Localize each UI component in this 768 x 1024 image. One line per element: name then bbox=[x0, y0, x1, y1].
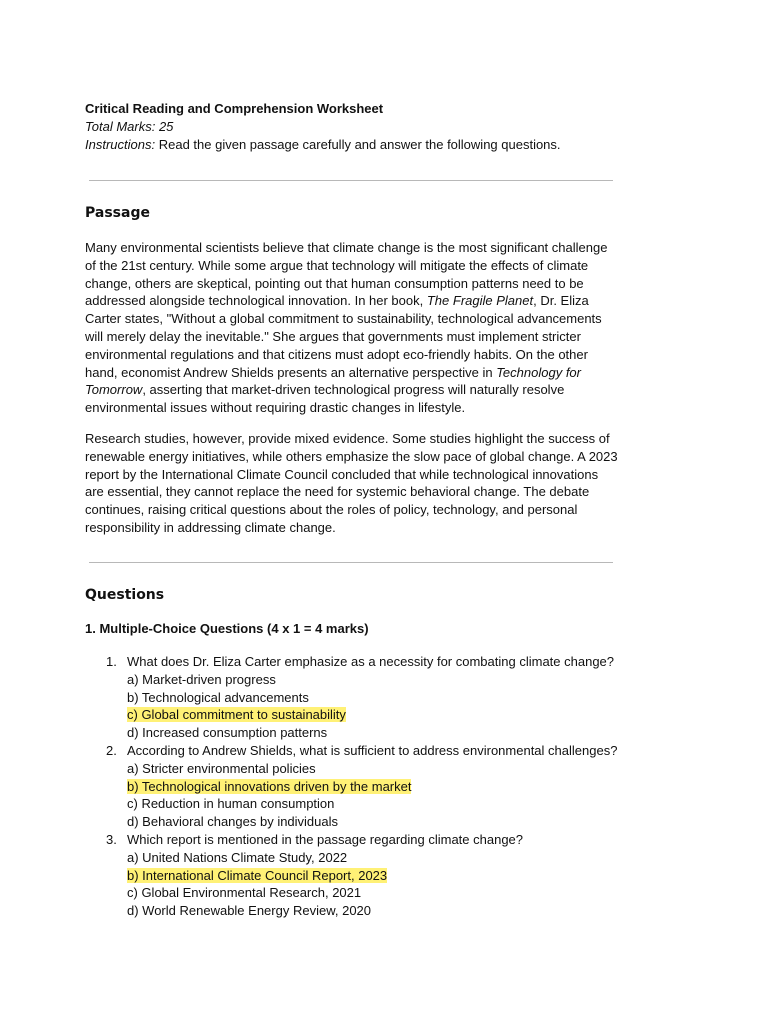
instructions-line bbox=[85, 136, 561, 154]
total-marks-value: 25 bbox=[158, 119, 174, 134]
question-text: Which report is mentioned in the passage regarding climate change? bbox=[127, 831, 524, 847]
question-text: According to Andrew Shields, what is sufficient to address environmental challenges? bbox=[127, 742, 618, 758]
question-item bbox=[85, 653, 625, 742]
option-text: c) Reduction in human consumption bbox=[127, 796, 335, 812]
question-number: 1. bbox=[106, 654, 117, 669]
option-text: a) Stricter environmental policies bbox=[127, 760, 316, 776]
passage-paragraph-2: Research studies, however, provide mixed evidence. Some studies highlight the success of renewable energy initiatives, while others emphasize the slow pace of global change. A 2023 report by the International Climate Council concluded that while technological innovations are essential, they cannot replace the need for systemic behavioral change. The debate continues, raising critical questions about the roles of policy, technology, and personal responsibility in addressing climate change. bbox=[85, 431, 618, 535]
question-item bbox=[85, 742, 625, 831]
highlighted-answer: b) International Climate Council Report, 2023 bbox=[127, 867, 388, 883]
option-c bbox=[127, 884, 625, 902]
option-b bbox=[127, 689, 625, 707]
passage-p1-part-c: , asserting that market-driven technological progress will naturally resolve environmental issues without requiring drastic changes in lifestyle. bbox=[85, 382, 565, 416]
total-marks-line bbox=[85, 118, 561, 136]
total-marks-label: Total Marks: bbox=[85, 119, 156, 134]
option-a bbox=[127, 760, 625, 778]
instructions-label: Instructions: bbox=[85, 137, 156, 152]
passage-p1-part-b: , Dr. Eliza Carter states, "Without a global commitment to sustainability, technological advancements will merely delay the inevitable." She argues that governments must implement stricter environmental regulations and that citizens must adopt eco-friendly habits. On the other hand, economist Andrew Shields presents an alternative perspective in bbox=[85, 293, 602, 380]
option-d bbox=[127, 902, 625, 920]
question-list bbox=[85, 653, 625, 920]
option-b bbox=[127, 867, 625, 885]
highlighted-answer: b) Technological innovations driven by the market bbox=[127, 778, 412, 794]
option-c bbox=[127, 795, 625, 813]
option-text: a) Market-driven progress bbox=[127, 671, 276, 687]
option-text: d) World Renewable Energy Review, 2020 bbox=[127, 903, 372, 919]
option-b bbox=[127, 778, 625, 796]
highlighted-answer: c) Global commitment to sustainability bbox=[127, 707, 346, 723]
option-d bbox=[127, 724, 625, 742]
instructions-text: Read the given passage carefully and answer the following questions. bbox=[158, 137, 561, 152]
question-text: What does Dr. Eliza Carter emphasize as a necessity for combating climate change? bbox=[127, 654, 615, 669]
option-text: c) Global Environmental Research, 2021 bbox=[127, 885, 362, 901]
worksheet-title: Critical Reading and Comprehension Worksheet bbox=[85, 101, 384, 116]
option-text: b) Technological advancements bbox=[127, 689, 309, 705]
mcq-section-heading: 1. Multiple-Choice Questions (4 x 1 = 4 marks) bbox=[85, 621, 369, 636]
passage-heading: Passage bbox=[85, 205, 150, 221]
option-d bbox=[127, 813, 625, 831]
passage-p1-part-a: Many environmental scientists believe that climate change is the most significant challenge of the 21st century. While some argue that technology will mitigate the effects of climate change, others are skeptical, pointing out that human consumption patterns need to be addressed alongside technological innovation. In her book, bbox=[85, 240, 608, 309]
question-number: 3. bbox=[106, 831, 117, 847]
question-item bbox=[85, 831, 625, 920]
passage-paragraph-1 bbox=[85, 239, 620, 417]
worksheet-header bbox=[85, 100, 561, 154]
divider-top bbox=[89, 180, 613, 181]
option-a bbox=[127, 849, 625, 867]
questions-heading: Questions bbox=[85, 587, 165, 603]
option-text: d) Increased consumption patterns bbox=[127, 725, 328, 741]
book-title-fragile-planet: The Fragile Planet bbox=[426, 293, 534, 309]
question-number: 2. bbox=[106, 742, 117, 758]
option-text: a) United Nations Climate Study, 2022 bbox=[127, 849, 348, 865]
option-text: d) Behavioral changes by individuals bbox=[127, 814, 339, 830]
option-c bbox=[127, 706, 625, 724]
book-title-technology-for-tomorrow: Technology for Tomorrow bbox=[85, 364, 581, 398]
divider-middle bbox=[89, 562, 613, 563]
option-a bbox=[127, 671, 625, 689]
